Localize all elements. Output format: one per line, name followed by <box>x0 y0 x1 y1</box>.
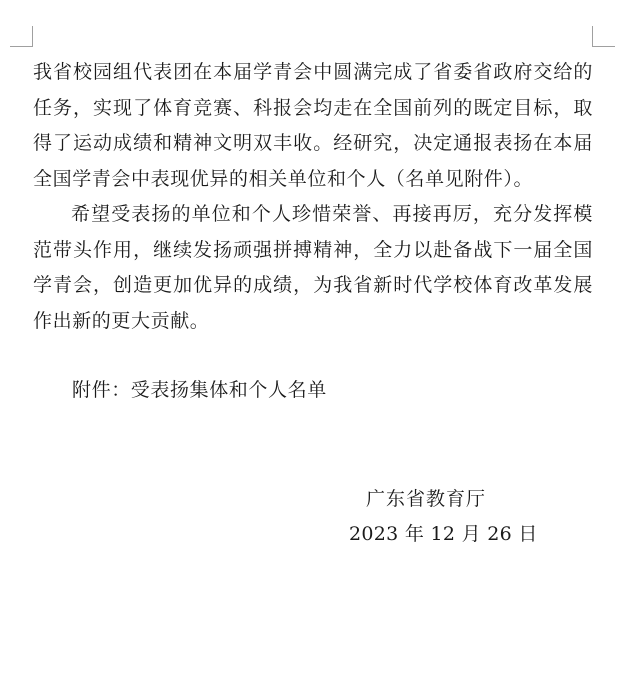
body-paragraph-1: 我省校园组代表团在本届学青会中圆满完成了省委省政府交给的任务，实现了体育竞赛、科报会均走在全国前列的既定目标，取得了运动成绩和精神文明双丰收。经研究，决定通报表扬在本届全国学青会中表现优异的相关单位和个人（名单见附件）。 <box>33 61 593 190</box>
signing-date: 2023 年 12 月 26 日 <box>349 523 538 545</box>
attachment-line: 附件：受表扬集体和个人名单 <box>72 379 327 401</box>
signing-organization: 广东省教育厅 <box>366 488 487 510</box>
crop-mark-top-right <box>592 26 615 47</box>
body-paragraph-2: 希望受表扬的单位和个人珍惜荣誉、再接再厉，充分发挥模范带头作用，继续发扬顽强拼搏精神，全力以赴备战下一届全国学青会，创造更加优异的成绩，为我省新时代学校体育改革发展作出新的更大贡献。 <box>33 203 593 332</box>
crop-mark-top-left <box>10 26 33 47</box>
